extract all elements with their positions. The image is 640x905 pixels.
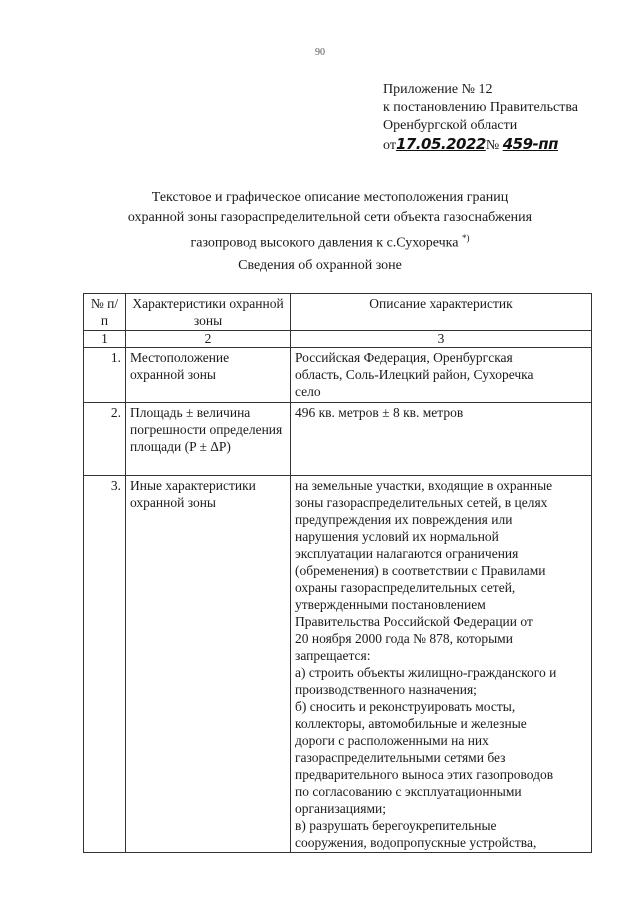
appendix-date-line: [383, 135, 578, 155]
column-number-3: 3: [291, 331, 592, 348]
title-line-2: охранной зоны газораспределительной сети объекта газоснабжения: [127, 210, 533, 225]
row-description: [291, 348, 592, 403]
header-characteristic: Характеристики охранной зоны: [126, 294, 291, 331]
page-number: 90: [315, 47, 325, 58]
table-row: [84, 403, 592, 476]
description-line: 496 кв. метров ± 8 кв. метров: [295, 405, 464, 420]
appendix-line-2: к постановлению Правительства: [383, 100, 579, 115]
title-line-3: [60, 228, 600, 254]
description-line: по согласованию с эксплуатационными: [295, 784, 522, 799]
description-line: организациями;: [295, 801, 386, 816]
header-number: № п/п: [84, 294, 126, 331]
table-row: [84, 476, 592, 853]
row-number: 3.: [84, 476, 126, 853]
description-line: охраны газораспределительных сетей,: [295, 580, 516, 595]
description-line: в) разрушать берегоукрепительные: [295, 818, 497, 833]
zone-info-table: [83, 293, 592, 853]
table-row: [84, 348, 592, 403]
column-number-row: [84, 331, 592, 348]
column-number-1: 1: [84, 331, 126, 348]
description-line: 20 ноября 2000 года № 878, которыми: [295, 631, 513, 646]
title-line-3-text: газопровод высокого давления к с.Сухоречка: [190, 235, 459, 251]
description-line: газораспределительными сетями без: [295, 750, 506, 765]
appendix-line-3: Оренбургской области: [383, 118, 518, 133]
handwritten-date: 17.05.2022: [395, 135, 486, 153]
document-title: [60, 188, 600, 254]
appendix-block: [383, 81, 578, 155]
description-line: предупреждения их повреждения или: [295, 512, 513, 527]
header-description: Описание характеристик: [291, 294, 592, 331]
row-description: [291, 403, 592, 476]
handwritten-number: 459-пп: [502, 135, 558, 153]
row-description: [291, 476, 592, 853]
description-line: нарушения условий их нормальной: [295, 529, 499, 544]
description-line: Правительства Российской Федерации от: [295, 614, 533, 629]
row-characteristic: Иные характеристики охранной зоны: [126, 476, 291, 853]
description-line: производственного назначения;: [295, 682, 477, 697]
table-header-row: [84, 294, 592, 331]
description-line: б) сносить и реконструировать мосты,: [295, 699, 516, 714]
description-line: утвержденными постановлением: [295, 597, 486, 612]
column-number-2: 2: [126, 331, 291, 348]
description-line: сооружения, водопропускные устройства,: [295, 835, 537, 850]
description-line: область, Соль-Илецкий район, Сухоречка: [295, 367, 534, 382]
row-characteristic: Местоположение охранной зоны: [126, 348, 291, 403]
number-prefix: №: [485, 138, 500, 153]
description-line: (обременения) в соответствии с Правилами: [295, 563, 546, 578]
section-title: Сведения об охранной зоне: [238, 258, 402, 273]
description-line: запрещается:: [295, 648, 371, 663]
description-line: Российская Федерация, Оренбургская: [295, 350, 513, 365]
description-line: на земельные участки, входящие в охранные: [295, 478, 553, 493]
date-prefix: от: [383, 138, 396, 153]
row-number: 1.: [84, 348, 126, 403]
description-line: предварительного выноса этих газопроводов: [295, 767, 554, 782]
row-characteristic: Площадь ± величина погрешности определения площади (P ± ΔP): [126, 403, 291, 476]
row-number: 2.: [84, 403, 126, 476]
description-line: а) строить объекты жилищно-гражданского и: [295, 665, 557, 680]
description-line: зоны газораспределительных сетей, в целях: [295, 495, 548, 510]
description-line: коллекторы, автомобильные и железные: [295, 716, 527, 731]
description-line: село: [295, 384, 321, 399]
appendix-line-1: Приложение № 12: [383, 82, 493, 97]
description-line: эксплуатации налагаются ограничения: [295, 546, 519, 561]
footnote-mark: *): [461, 233, 470, 243]
description-line: дороги с расположенными на них: [295, 733, 489, 748]
title-line-1: Текстовое и графическое описание местоположения границ: [151, 190, 509, 205]
